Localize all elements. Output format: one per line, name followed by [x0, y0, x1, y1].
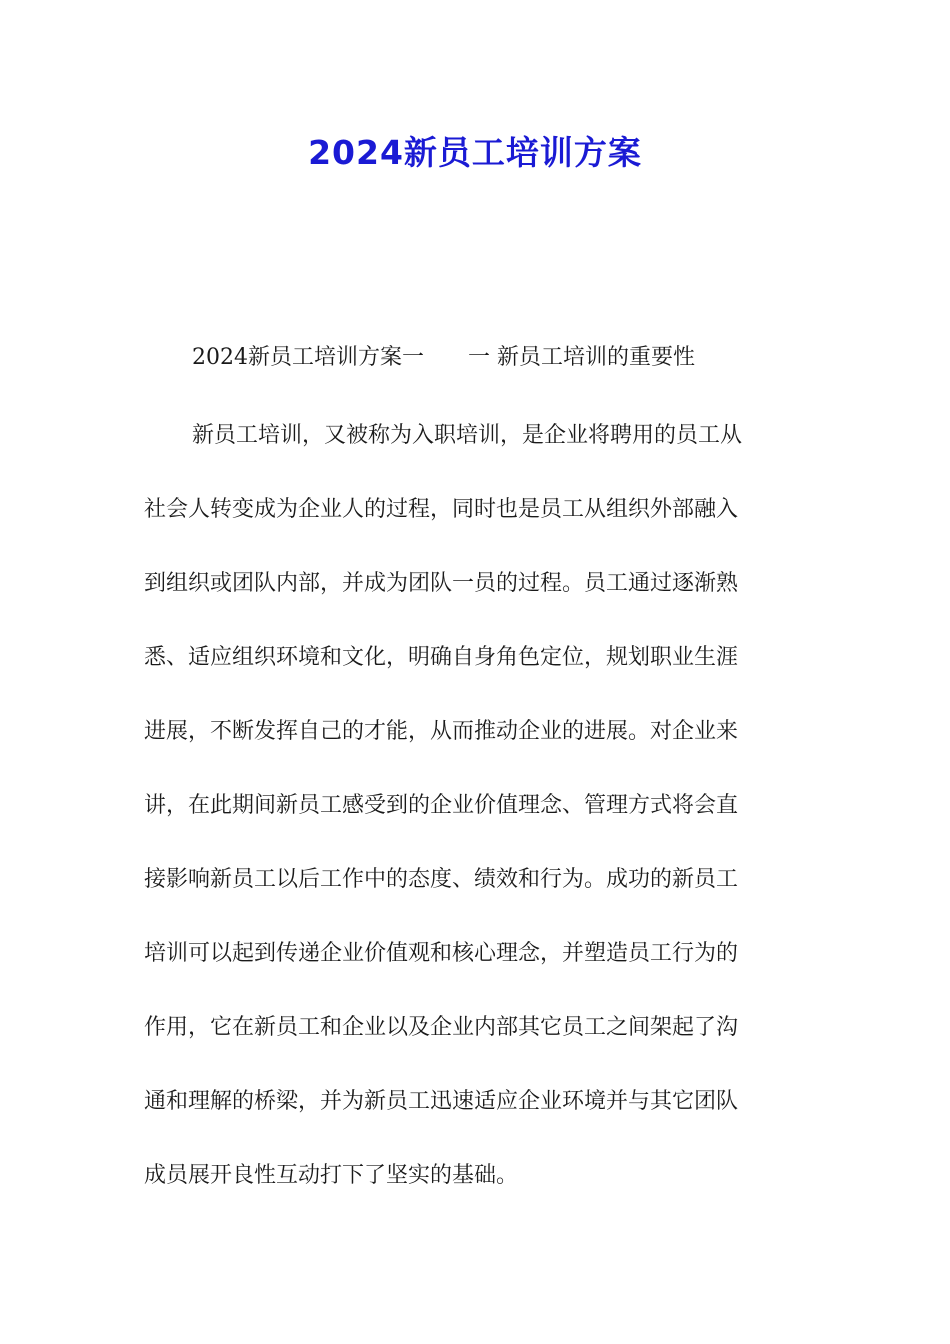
paragraph-line: 进展，不断发挥自己的才能，从而推动企业的进展。对企业来: [144, 719, 739, 744]
paragraph-line: 社会人转变成为企业人的过程，同时也是员工从组织外部融入: [144, 497, 739, 522]
document-title: 2024新员工培训方案: [308, 133, 642, 172]
paragraph-line: 成员展开良性互动打下了坚实的基础。: [144, 1163, 519, 1188]
paragraph-line: 接影响新员工以后工作中的态度、绩效和行为。成功的新员工: [144, 867, 739, 892]
section-heading: [192, 340, 695, 376]
section-heading-doc-part: 2024新员工培训方案一: [192, 345, 424, 370]
section-heading-topic: 一 新员工培训的重要性: [468, 345, 695, 370]
paragraph-line: 培训可以起到传递企业价值观和核心理念，并塑造员工行为的: [144, 941, 739, 966]
paragraph-line: 通和理解的桥梁，并为新员工迅速适应企业环境并与其它团队: [144, 1089, 739, 1114]
paragraph-line: 到组织或团队内部，并成为团队一员的过程。员工通过逐渐熟: [144, 571, 739, 596]
paragraph-line: 讲，在此期间新员工感受到的企业价值理念、管理方式将会直: [144, 793, 739, 818]
paragraph-line: 新员工培训，又被称为入职培训，是企业将聘用的员工从: [192, 423, 743, 448]
paragraph-line: 作用，它在新员工和企业以及企业内部其它员工之间架起了沟: [144, 1015, 739, 1040]
paragraph-line: 悉、适应组织环境和文化，明确自身角色定位，规划职业生涯: [144, 645, 739, 670]
